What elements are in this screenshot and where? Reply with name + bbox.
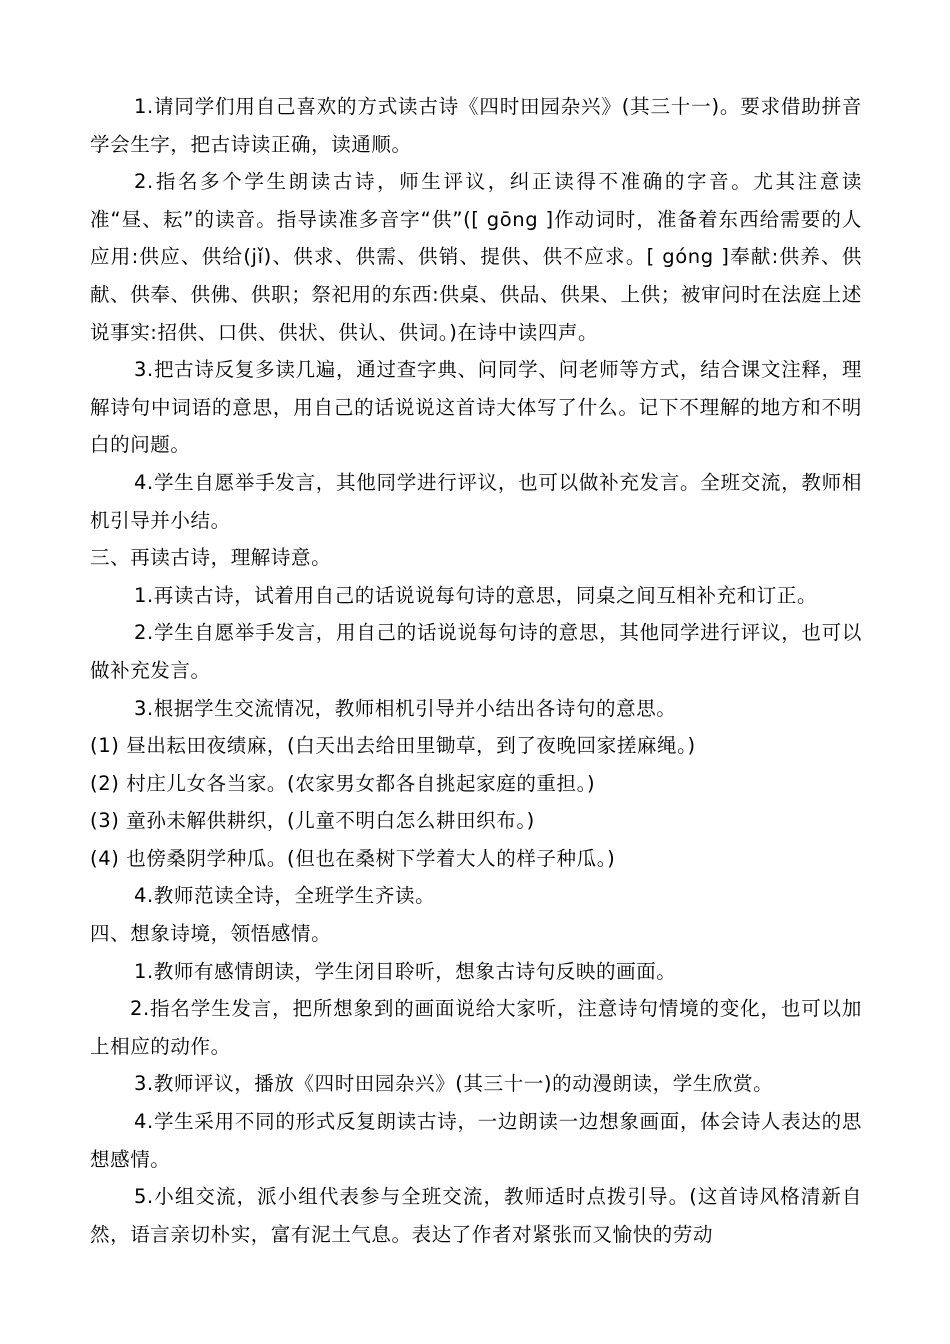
section3-step-4: 4.教师范读全诗，全班学生齐读。 — [134, 884, 436, 908]
section3-step-2: 2.学生自愿举手发言，用自己的话说说每句诗的意思，其他同学进行评议，也可以做补充发言。 — [90, 621, 862, 682]
step-4-discussion: 4.学生自愿举手发言，其他同学进行评议，也可以做补充发言。全班交流，教师相机引导并小结。 — [90, 470, 862, 532]
section3-step-1: 1.再读古诗，试着用自己的话说说每句诗的意思，同桌之间互相补充和订正。 — [134, 583, 818, 607]
section3-step-3: 3.根据学生交流情况，教师相机引导并小结出各诗句的意思。 — [134, 696, 677, 720]
document-body — [90, 88, 862, 1253]
step-2-pronunciation: 2.指名多个学生朗读古诗，师生评议，纠正读得不准确的字音。尤其注意读准“昼、耘”的读音。指导读准多音字“供”([ gōng ]作动词时，准备着东西给需要的人应用:供应、供给(jǐ)、供求、供需、供销、提供、供不应求。[ góng ]奉献:供养、供献、供奉、供佛、供职；祭祀用的东西:供桌、供品、供果、上供；被审问时在法庭上述说事实:招供、口供、供状、供认、供词。)在诗中读四声。 — [90, 170, 862, 344]
section-heading-4: 四、想象诗境，领悟感情。 — [90, 922, 332, 946]
poem-line-2: (2) 村庄儿女各当家。(农家男女都各自挑起家庭的重担。) — [90, 771, 596, 795]
poem-line-3: (3) 童孙未解供耕织，(儿童不明白怎么耕田织布。) — [90, 809, 535, 833]
poem-line-4: (4) 也傍桑阴学种瓜。(但也在桑树下学着大人的样子种瓜。) — [90, 846, 616, 870]
section4-step-3: 3.教师评议，播放《四时田园杂兴》(其三十一)的动漫朗读，学生欣赏。 — [134, 1072, 774, 1096]
section4-step-1: 1.教师有感情朗读，学生闭目聆听，想象古诗句反映的画面。 — [134, 959, 677, 983]
section-heading-3: 三、再读古诗，理解诗意。 — [90, 546, 332, 570]
section4-step-5: 5.小组交流，派小组代表参与全班交流，教师适时点拨引导。(这首诗风格清新自然，语言亲切朴实，富有泥土气息。表达了作者对紧张而又愉快的劳动 — [90, 1185, 862, 1246]
poem-line-1: (1) 昼出耘田夜绩麻，(白天出去给田里锄草，到了夜晚回家搓麻绳。) — [90, 734, 696, 758]
step-1-read-poem: 1.请同学们用自己喜欢的方式读古诗《四时田园杂兴》(其三十一)。要求借助拼音学会生字，把古诗读正确，读通顺。 — [90, 95, 862, 156]
section4-step-4: 4.学生采用不同的形式反复朗读古诗，一边朗读一边想象画面，体会诗人表达的思想感情。 — [90, 1110, 862, 1171]
step-3-understand-words: 3.把古诗反复多读几遍，通过查字典、问同学、问老师等方式，结合课文注释，理解诗句中词语的意思，用自己的话说说这首诗大体写了什么。记下不理解的地方和不明白的问题。 — [90, 358, 862, 457]
section4-step-2: 2.指名学生发言，把所想象到的画面说给大家听，注意诗句情境的变化，也可以加上相应的动作。 — [90, 997, 862, 1058]
